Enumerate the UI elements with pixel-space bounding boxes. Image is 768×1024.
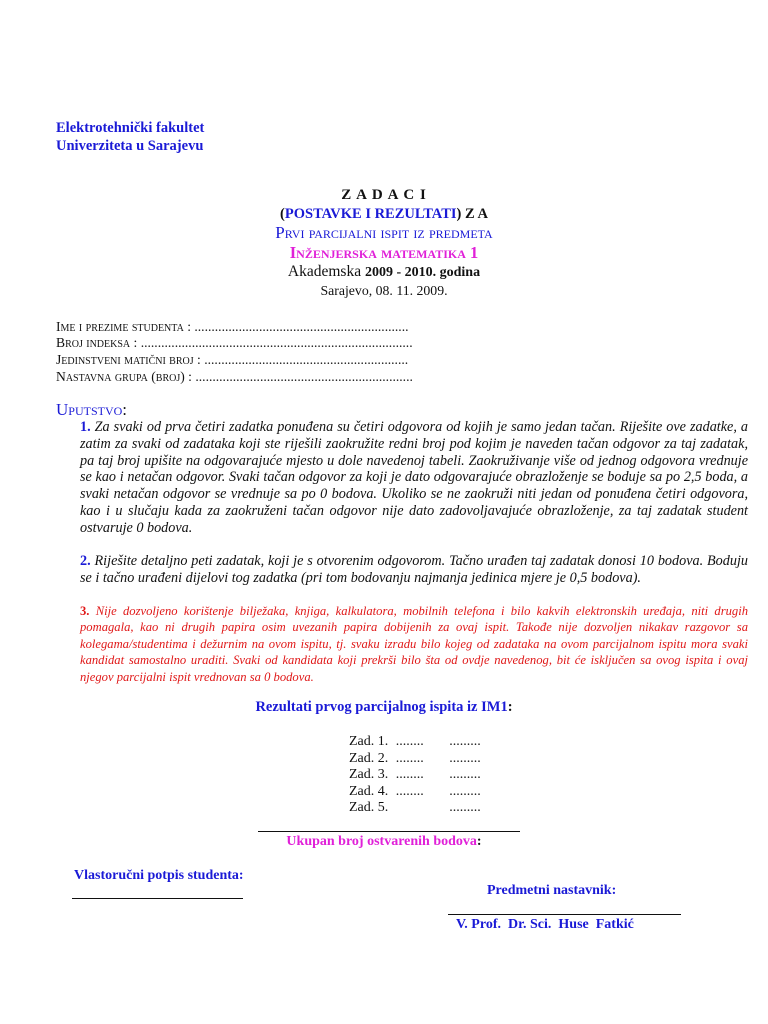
instruction-3-number: 3. bbox=[80, 604, 90, 618]
instructions-heading bbox=[56, 400, 127, 420]
teacher-signature-line bbox=[448, 914, 681, 915]
total-points bbox=[0, 834, 768, 850]
field-dots: ............................................................ bbox=[200, 352, 409, 367]
result-row bbox=[349, 784, 481, 800]
total-divider bbox=[258, 831, 520, 832]
field-index-number bbox=[56, 334, 413, 351]
field-jmbg bbox=[56, 351, 408, 368]
field-label: Ime i prezime studenta : bbox=[56, 319, 191, 334]
total-points-label: Ukupan broj ostvarenih bodova bbox=[286, 834, 477, 849]
results-title-text: Rezultati prvog parcijalnog ispita iz IM1 bbox=[255, 699, 508, 715]
student-signature-line bbox=[72, 898, 243, 899]
teacher-name: V. Prof. Dr. Sci. Huse Fatkić bbox=[456, 917, 634, 932]
subject-title: Inženjerska matematika 1 bbox=[289, 243, 479, 262]
year-label: Akademska bbox=[287, 263, 362, 280]
instructions-colon: : bbox=[122, 400, 128, 419]
field-label: Broj indeksa : bbox=[56, 335, 138, 350]
result-row bbox=[349, 734, 481, 750]
title-postavke bbox=[0, 206, 768, 223]
result-row bbox=[349, 767, 481, 783]
place-date: Sarajevo, 08. 11. 2009. bbox=[320, 283, 448, 298]
result-dots-2: ......... bbox=[449, 800, 481, 815]
paren-open: ( bbox=[280, 206, 285, 222]
field-label: Jedinstveni matični broj : bbox=[56, 352, 201, 367]
teacher-label: Predmetni nastavnik: bbox=[487, 883, 617, 898]
result-label: Zad. 1. bbox=[349, 734, 389, 749]
result-row bbox=[349, 751, 481, 767]
result-dots-1: ........ bbox=[395, 784, 424, 799]
faculty-line-2: Univerziteta u Sarajevu bbox=[56, 137, 204, 154]
result-label: Zad. 2. bbox=[349, 751, 389, 766]
faculty-line-1: Elektrotehnički fakultet bbox=[56, 120, 205, 136]
field-dots: ................................................................ bbox=[191, 369, 413, 384]
field-group bbox=[56, 368, 413, 385]
result-label: Zad. 3. bbox=[349, 767, 389, 782]
result-dots-2: ......... bbox=[449, 734, 481, 749]
result-dots-2: ......... bbox=[449, 767, 481, 782]
result-dots-2: ......... bbox=[449, 751, 481, 766]
field-dots: ................................................................................ bbox=[137, 335, 413, 350]
instructions-heading-text: Uputstvo bbox=[56, 400, 123, 419]
instruction-2-number: 2. bbox=[80, 553, 91, 569]
field-student-name bbox=[56, 318, 408, 335]
student-signature-label: Vlastoručni potpis studenta: bbox=[74, 868, 244, 883]
results-title-colon: : bbox=[507, 699, 513, 715]
result-row bbox=[349, 800, 481, 816]
instruction-2-text: Riješite detaljno peti zadatak, koji je s otvorenim odgovorom. Tačno urađen taj zadatak donosi 10 bodova. Boduju se i tačno urađeni dijelovi tog zadatka (pri tom bodovanju najmanja jedinica mjere je 0,5 bodova). bbox=[80, 553, 748, 586]
results-title bbox=[0, 699, 768, 716]
result-label: Zad. 4. bbox=[349, 784, 389, 799]
result-label: Zad. 5. bbox=[349, 800, 389, 815]
year-value: 2009 - 2010. godina bbox=[364, 265, 481, 280]
instruction-1-text: Za svaki od prva četiri zadatka ponuđena su četiri odgovora od kojih je samo jedan tačan. Riješite ove zadatke, a zatim za svaki od zadataka koji ste riješili zaokružite redni broj pod kojim je naveden tačan odgovor za taj zadatak, pa taj broj upišite na odgovarajuće mjesto u dole navedenoj tabeli. Zaokruživanje više od jednog odgovora vrednuje se kao i netačan odgovor. Svaki tačan odgovor za koji je dato odgovarajuće obrazloženje se boduje sa po 2,5 boda, a svaki netačan odgovor se vrednuje sa po 0 bodova. Ukoliko se ne zaokruži niti jedan od ponuđena četiri odgovora, kao i u slučaju kada za zaokruženi tačan odgovor nije dato zadovoljavajuće obrazloženje, za taj zadatak student ostvaruje 0 bodova. bbox=[80, 419, 748, 536]
result-dots-2: ......... bbox=[449, 784, 481, 799]
faculty-name bbox=[56, 120, 204, 155]
instruction-3 bbox=[80, 603, 748, 685]
exam-title: Prvi parcijalni ispit iz predmeta bbox=[275, 223, 493, 242]
instruction-2 bbox=[80, 553, 748, 587]
result-dots-1: ........ bbox=[395, 767, 424, 782]
instruction-1-number: 1. bbox=[80, 419, 91, 435]
result-dots-1: ........ bbox=[395, 734, 424, 749]
total-points-colon: : bbox=[476, 834, 482, 849]
title-zadaci: Z A D A C I bbox=[341, 187, 427, 203]
instruction-1 bbox=[80, 419, 748, 537]
field-label: Nastavna grupa (broj) : bbox=[56, 369, 192, 384]
academic-year bbox=[0, 263, 768, 281]
paren-close: ) Z A bbox=[456, 206, 488, 222]
instruction-3-text: Nije dozvoljeno korištenje bilježaka, knjiga, kalkulatora, mobilnih telefona i bilo kakvih elektronskih uređaja, niti drugih pomagala, kao ni drugih papira osim uvezanih papira dobijenih za ovaj ispit. Takođe nije dozvoljen nikakav razgovor sa kolegama/studentima i dežurnim na ovom ispitu, tj. svaku izradu bilo kojeg od zadataka na ovom parcijalnom ispitu mora svaki kandidat samostalno uraditi. Svaki od kandidata koji prekrši bilo šta od ovdje navedenog, bit će isključen sa ovog ispita i ovaj njegov parcijalni ispit vrednovan sa 0 bodova. bbox=[80, 604, 748, 684]
postavke-text: POSTAVKE I REZULTATI bbox=[284, 206, 457, 222]
result-dots-1: ........ bbox=[395, 751, 424, 766]
field-dots: ............................................................... bbox=[190, 319, 409, 334]
